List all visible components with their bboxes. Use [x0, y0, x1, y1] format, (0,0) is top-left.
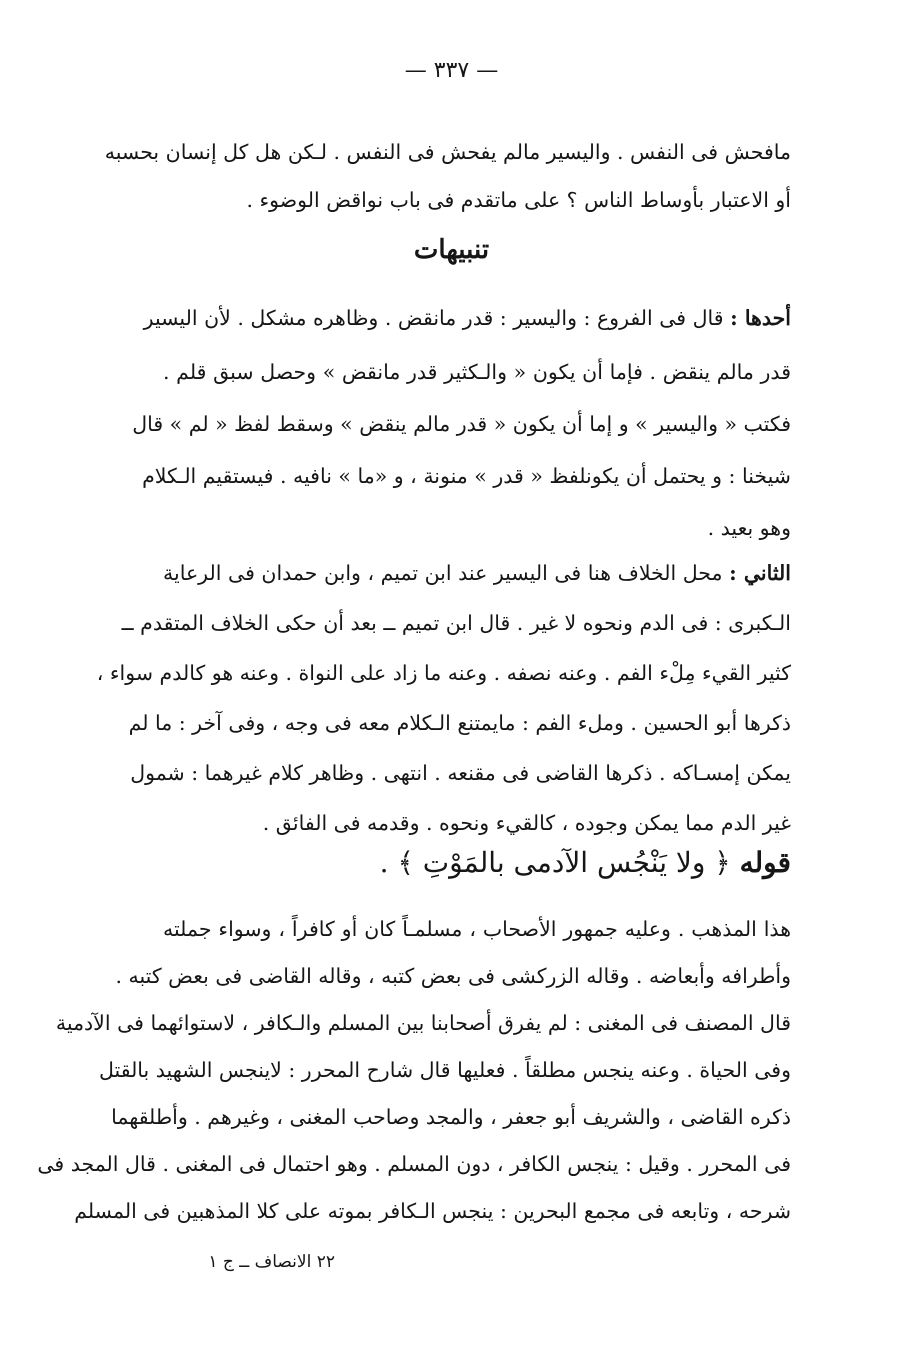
body-line: قال المصنف فى المغنى : لم يفرق أصحابنا بين المسلم والـكافر ، لاستوائهما فى الآدمية — [55, 1011, 791, 1035]
notices-heading: تنبيهات — [413, 235, 490, 265]
first-notice-text: قال فى الفروع : واليسير : قدر مانقض . وظاهره مشكل . لأن اليسير — [143, 306, 724, 330]
body-line: هذا المذهب . وعليه جمهور الأصحاب ، مسلمـاً كان أو كافراً ، وسواء جملته — [163, 917, 791, 941]
body-line: فى المحرر . وقيل : ينجس الكافر ، دون المسلم . وهو احتمال فى المغنى . قال المجد فى — [37, 1152, 791, 1176]
second-notice — [96, 548, 792, 848]
quote-heading — [163, 846, 791, 879]
second-notice-line: يمكن إمسـاكه . ذكرها القاضى فى مقنعه . انتهى . وظاهر كلام غيرهما : شمول — [130, 761, 791, 785]
first-notice-line: شيخنا : و يحتمل أن يكونلفظ « قدر » منونة ، و «ما » نافيه . فيستقيم الـكلام — [142, 464, 791, 488]
second-notice-line — [163, 548, 791, 598]
quote-text: ﴿ ولا يَنْجُس الآدمى بالمَوْتِ ﴾ . — [379, 846, 731, 879]
signature-mark: ٢٢ الانصاف ــ ج ١ — [208, 1252, 335, 1272]
body-line: وأطرافه وأبعاضه . وقاله الزركشى فى بعض كتبه ، وقاله القاضى فى بعض كتبه . — [115, 964, 791, 988]
intro-line: أو الاعتبار بأوساط الناس ؟ على ماتقدم فى باب نواقض الوضوء . — [246, 188, 791, 212]
second-notice-text: محل الخلاف هنا فى اليسير عند ابن تميم ، وابن حمدان فى الرعاية — [163, 561, 723, 585]
body-line: شرحه ، وتابعه فى مجمع البحرين : ينجس الـكافر بموته على كلا المذهبين فى المسلم — [74, 1199, 791, 1223]
intro-line: مافحش فى النفس . واليسير مالم يفحش فى النفس . لـكن هل كل إنسان بحسبه — [104, 140, 791, 164]
body-paragraph — [37, 906, 791, 1235]
first-notice-line: قدر مالم ينقض . فإما أن يكون « والـكثير قدر مانقض » وحصل سبق قلم . — [163, 360, 791, 384]
page-number: — ٣٣٧ — — [404, 58, 499, 83]
second-notice-label: الثاني : — [729, 561, 792, 585]
second-notice-line: غير الدم مما يمكن وجوده ، كالقيء ونحوه . وقدمه فى الفائق . — [262, 811, 791, 835]
first-notice-line — [143, 290, 791, 346]
body-line: ذكره القاضى ، والشريف أبو جعفر ، والمجد وصاحب المغنى ، وغيرهم . وأطلقهما — [111, 1105, 791, 1129]
body-line: وفى الحياة . وعنه ينجس مطلقاً . فعليها قال شارح المحرر : لاينجس الشهيد بالقتل — [98, 1058, 791, 1082]
first-notice-line: فكتب « واليسير » و إما أن يكون « قدر مالم ينقض » وسقط لفظ « لم » قال — [132, 412, 791, 436]
first-notice — [132, 290, 791, 554]
intro-paragraph — [104, 128, 791, 224]
first-notice-label: أحدها : — [730, 306, 791, 330]
second-notice-line: الـكبرى : فى الدم ونحوه لا غير . قال ابن تميم ــ بعد أن حكى الخلاف المتقدم ــ — [121, 611, 791, 635]
second-notice-line: كثير القيء مِلْء الفم . وعنه نصفه . وعنه ما زاد على النواة . وعنه هو كالدم سواء ، — [96, 661, 791, 685]
first-notice-line: وهو بعيد . — [707, 516, 791, 540]
second-notice-line: ذكرها أبو الحسين . وملء الفم : مايمتنع الـكلام معه فى وجه ، وفى آخر : ما لم — [128, 711, 791, 735]
quote-qawluhu: قوله — [739, 846, 791, 879]
